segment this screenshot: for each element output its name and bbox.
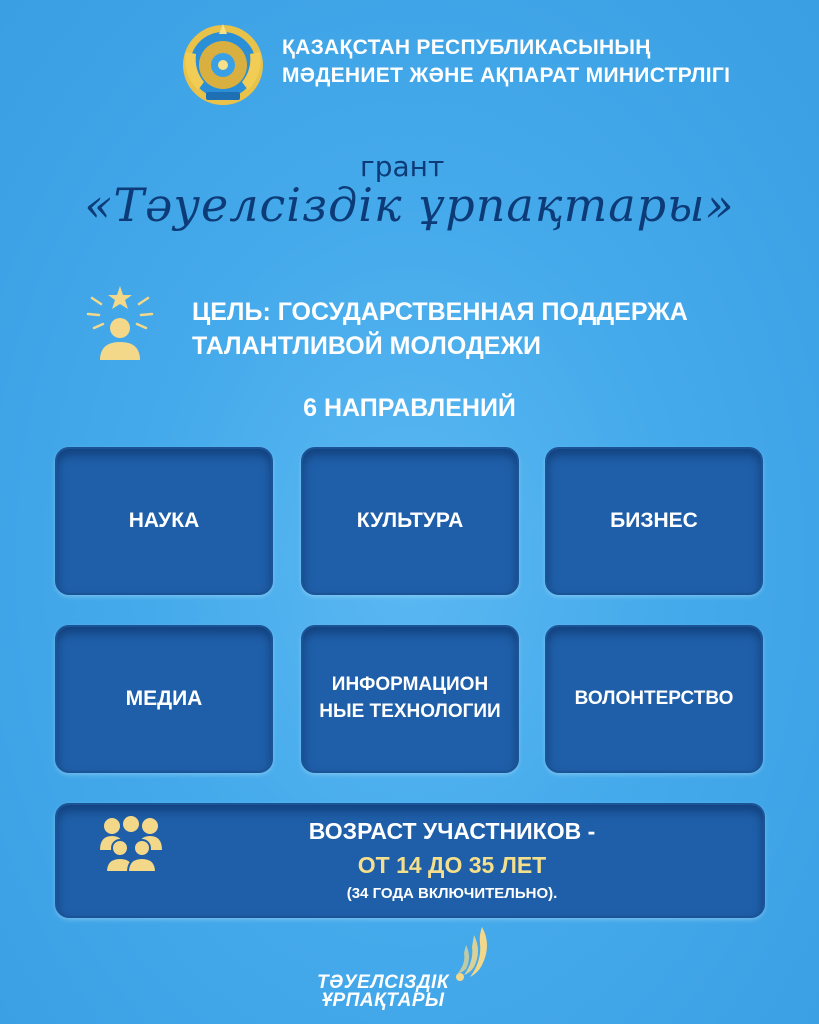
direction-label: ИНФОРМАЦИОН НЫЕ ТЕХНОЛОГИИ (319, 674, 501, 722)
talent-person-star-icon (86, 284, 154, 362)
grant-label: грант (360, 150, 445, 183)
direction-tile-culture (301, 447, 519, 595)
direction-tile-volunteering (545, 625, 763, 773)
people-group-icon (98, 816, 164, 872)
age-note: (34 ГОДА ВКЛЮЧИТЕЛЬНО). (346, 885, 558, 902)
direction-label: МЕДИА (125, 687, 203, 711)
logo-text-line1: ТӘУЕЛСІЗДІК (316, 972, 450, 993)
direction-label: НАУКА (128, 509, 200, 533)
kazakhstan-emblem-icon (180, 22, 266, 108)
logo-text-line2: ҰРПАҚТАРЫ (321, 990, 445, 1011)
direction-tile-information-technology (301, 625, 519, 773)
goal-text-line1: ЦЕЛЬ: ГОСУДАРСТВЕННАЯ ПОДДЕРЖА (192, 298, 688, 326)
ministry-name-line1: ҚАЗАҚСТАН РЕСПУБЛИКАСЫНЫҢ (282, 36, 651, 59)
goal-text-line2: ТАЛАНТЛИВОЙ МОЛОДЕЖИ (192, 332, 542, 360)
ministry-name-line2: МӘДЕНИЕТ ЖӘНЕ АҚПАРАТ МИНИСТРЛІГІ (282, 64, 731, 87)
direction-label: ВОЛОНТЕРСТВО (574, 687, 734, 709)
direction-tile-media (55, 625, 273, 773)
direction-tile-business (545, 447, 763, 595)
direction-tile-science (55, 447, 273, 595)
grant-name-title: «Тәуелсіздік ұрпақтары» (84, 178, 735, 232)
age-title: ВОЗРАСТ УЧАСТНИКОВ - (308, 818, 596, 844)
direction-label: КУЛЬТУРА (356, 509, 464, 533)
directions-title: 6 НАПРАВЛЕНИЙ (303, 394, 516, 422)
direction-label: БИЗНЕС (610, 509, 698, 533)
age-range: ОТ 14 ДО 35 ЛЕТ (357, 852, 547, 878)
